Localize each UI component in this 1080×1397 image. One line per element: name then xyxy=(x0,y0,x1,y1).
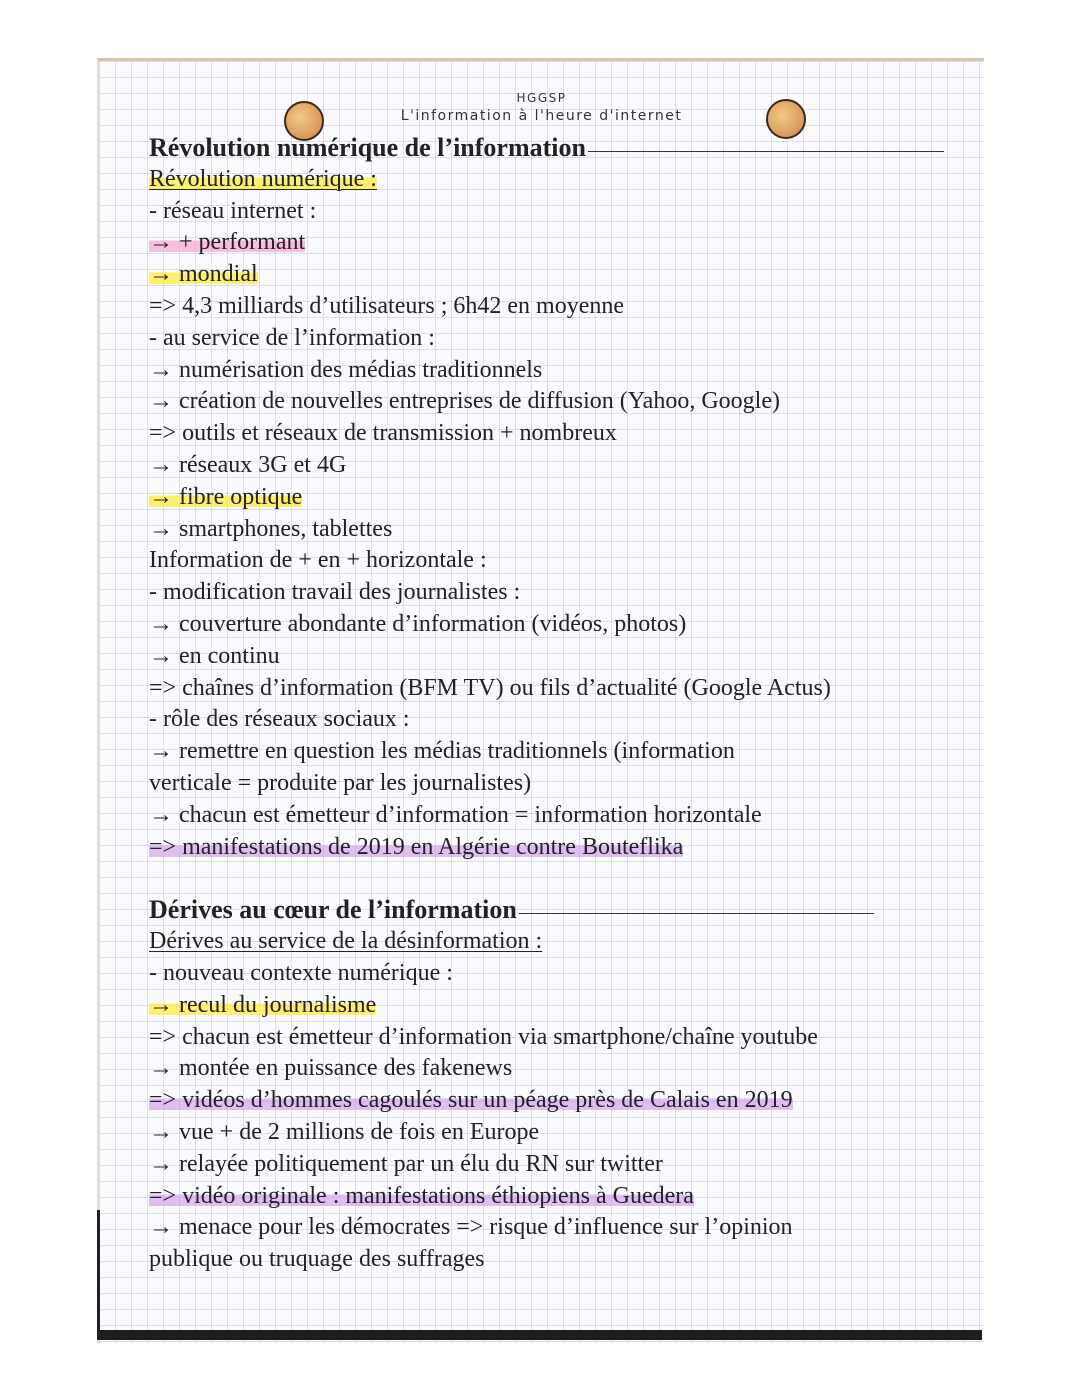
note-line: publique ou truquage des suffrages xyxy=(149,1246,485,1273)
note-line: → vue + de 2 millions de fois en Europe xyxy=(149,1118,540,1145)
note-line: → relayée politiquement par un élu du RN sur twitter xyxy=(149,1150,663,1177)
note-line: - rôle des réseaux sociaux : xyxy=(149,706,410,733)
note-line: → chacun est émetteur d’information = information horizontale xyxy=(149,801,762,828)
note-line: - nouveau contexte numérique : xyxy=(149,959,453,986)
note-line: - réseau internet : xyxy=(149,197,317,224)
note-line: → fibre optique xyxy=(149,483,303,510)
note-line: → + performant xyxy=(149,229,306,256)
section-gap xyxy=(149,863,944,894)
page-bottom-edge xyxy=(97,1330,982,1340)
note-line: → menace pour les démocrates => risque d’influence sur l’opinion xyxy=(149,1214,793,1241)
notes-body xyxy=(149,132,944,1276)
subject-header: HGGSP xyxy=(516,91,567,105)
note-line: → réseaux 3G et 4G xyxy=(149,451,347,478)
note-line: => manifestations de 2019 en Algérie contre Bouteflika xyxy=(149,833,684,860)
note-line: → recul du journalisme xyxy=(149,991,377,1018)
title-rule xyxy=(519,913,874,914)
note-line: Information de + en + horizontale : xyxy=(149,547,487,574)
note-line: - au service de l’information : xyxy=(149,324,435,351)
note-line: → numérisation des médias traditionnels xyxy=(149,356,543,383)
section-subtitle: Dérives au service de la désinformation : xyxy=(149,928,543,955)
note-line: => outils et réseaux de transmission + nombreux xyxy=(149,420,617,447)
note-line: => vidéo originale : manifestations éthiopiens à Guedera xyxy=(149,1182,694,1209)
section-title: Dérives au cœur de l’information xyxy=(149,894,944,926)
note-line: => chaînes d’information (BFM TV) ou fils d’actualité (Google Actus) xyxy=(149,674,831,701)
note-line: => vidéos d’hommes cagoulés sur un péage près de Calais en 2019 xyxy=(149,1087,793,1114)
note-line: => chacun est émetteur d’information via smartphone/chaîne youtube xyxy=(149,1023,818,1050)
notebook-page xyxy=(97,58,984,1343)
note-line: → mondial xyxy=(149,261,258,288)
note-line: → remettre en question les médias traditionnels (information xyxy=(149,738,735,765)
course-title: L'information à l'heure d'internet xyxy=(400,108,683,124)
note-line: → création de nouvelles entreprises de diffusion (Yahoo, Google) xyxy=(149,388,780,415)
section-title: Révolution numérique de l’information xyxy=(149,132,944,164)
note-line: - modification travail des journalistes : xyxy=(149,579,521,606)
note-line: → montée en puissance des fakenews xyxy=(149,1055,513,1082)
title-rule xyxy=(588,151,944,152)
note-line: verticale = produite par les journalistes) xyxy=(149,769,532,796)
page-left-shadow xyxy=(97,1210,100,1340)
note-line: → smartphones, tablettes xyxy=(149,515,393,542)
note-line: → couverture abondante d’information (vidéos, photos) xyxy=(149,610,687,637)
note-line: → en continu xyxy=(149,642,280,669)
section-subtitle: Révolution numérique : xyxy=(149,165,377,192)
note-line: => 4,3 milliards d’utilisateurs ; 6h42 en moyenne xyxy=(149,292,624,319)
